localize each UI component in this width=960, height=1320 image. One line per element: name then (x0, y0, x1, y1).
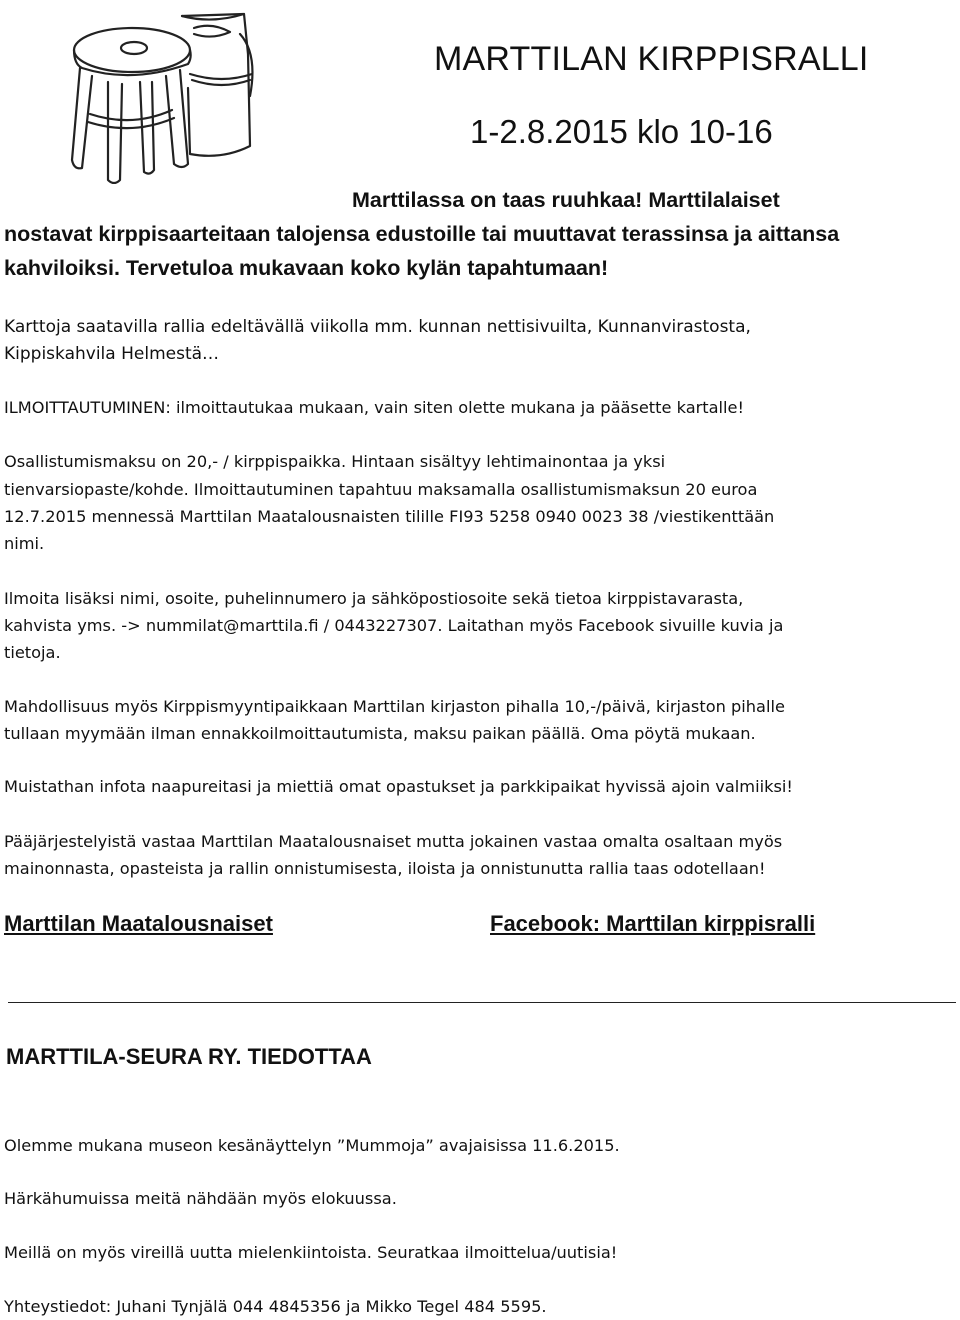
organizer-signature: Marttilan Maatalousnaiset (4, 911, 273, 936)
maps-line: Karttoja saatavilla rallia edeltävällä viikolla mm. kunnan nettisivuilta, Kunnanvirastosta, (4, 317, 751, 337)
fee-line: tienvarsiopaste/kohde. Ilmoittautuminen tapahtuu maksamalla osallistumismaksun 20 euroa (4, 480, 758, 499)
event-date: 1-2.8.2015 klo 10-16 (470, 113, 773, 150)
seura-item: Härkähumuissa meitä nähdään myös elokuussa. (4, 1189, 397, 1208)
registration-paragraph: ILMOITTAUTUMINEN: ilmoittautukaa mukaan, vain siten olette mukana ja pääsette kartalle! (4, 398, 744, 417)
organizer-line: mainonnasta, opasteista ja rallin onnistumisesta, iloista ja onnistunutta rallia taas odotellaan! (4, 859, 766, 878)
organizer-line: Pääjärjestelyistä vastaa Marttilan Maatalousnaiset mutta jokainen vastaa omalta osaltaan myös (4, 832, 783, 851)
intro-line: nostavat kirppisaarteitaan talojensa edustoille tai muuttavat terassinsa ja aittansa (4, 222, 840, 246)
facebook-link[interactable]: Facebook: Marttilan kirppisralli (490, 911, 816, 936)
section-divider (8, 1002, 956, 1003)
contact-line: Ilmoita lisäksi nimi, osoite, puhelinnumero ja sähköpostiosoite sekä tietoa kirppistavarasta, (4, 589, 744, 608)
fee-line: nimi. (4, 534, 45, 553)
contact-line: tietoja. (4, 643, 61, 662)
seura-item: Olemme mukana museon kesänäyttelyn ”Mummoja” avajaisissa 11.6.2015. (4, 1136, 620, 1155)
library-line: Mahdollisuus myös Kirppismyyntipaikkaan Marttilan kirjaston pihalla 10,-/päivä, kirjaston pihalle (4, 697, 785, 716)
intro-line: Marttilassa on taas ruuhkaa! Marttilalaiset (352, 188, 780, 212)
fee-line: 12.7.2015 mennessä Marttilan Maatalousnaisten tilille FI93 5258 0940 0023 38 /viestikenttään (4, 507, 775, 526)
seura-heading: MARTTILA-SEURA RY. TIEDOTTAA (6, 1044, 372, 1069)
neighbors-paragraph: Muistathan infota naapureitasi ja miettiä omat opastukset ja parkkipaikat hyvissä ajoin valmiiksi! (4, 777, 793, 796)
intro-line: kahviloiksi. Tervetuloa mukavaan koko kylän tapahtumaan! (4, 256, 609, 280)
library-line: tullaan myymään ilman ennakkoilmoittautumista, maksu paikan päällä. Oma pöytä mukaan. (4, 724, 756, 743)
fee-line: Osallistumismaksu on 20,- / kirppispaikka. Hintaan sisältyy lehtimainontaa ja yksi (4, 452, 666, 471)
seura-contacts: Yhteystiedot: Juhani Tynjälä 044 4845356 ja Mikko Tegel 484 5595. (4, 1297, 547, 1316)
contact-line: kahvista yms. -> nummilat@marttila.fi / 0443227307. Laitathan myös Facebook sivuille kuvia ja (4, 616, 784, 635)
poster-title: MARTTILAN KIRPPISRALLI (434, 40, 869, 78)
seura-item: Meillä on myös vireillä uutta mielenkiintoista. Seuratkaa ilmoittelua/uutisia! (4, 1243, 618, 1262)
stool-and-milk-can-illustration (62, 4, 262, 189)
maps-line: Kippiskahvila Helmestä… (4, 344, 220, 364)
